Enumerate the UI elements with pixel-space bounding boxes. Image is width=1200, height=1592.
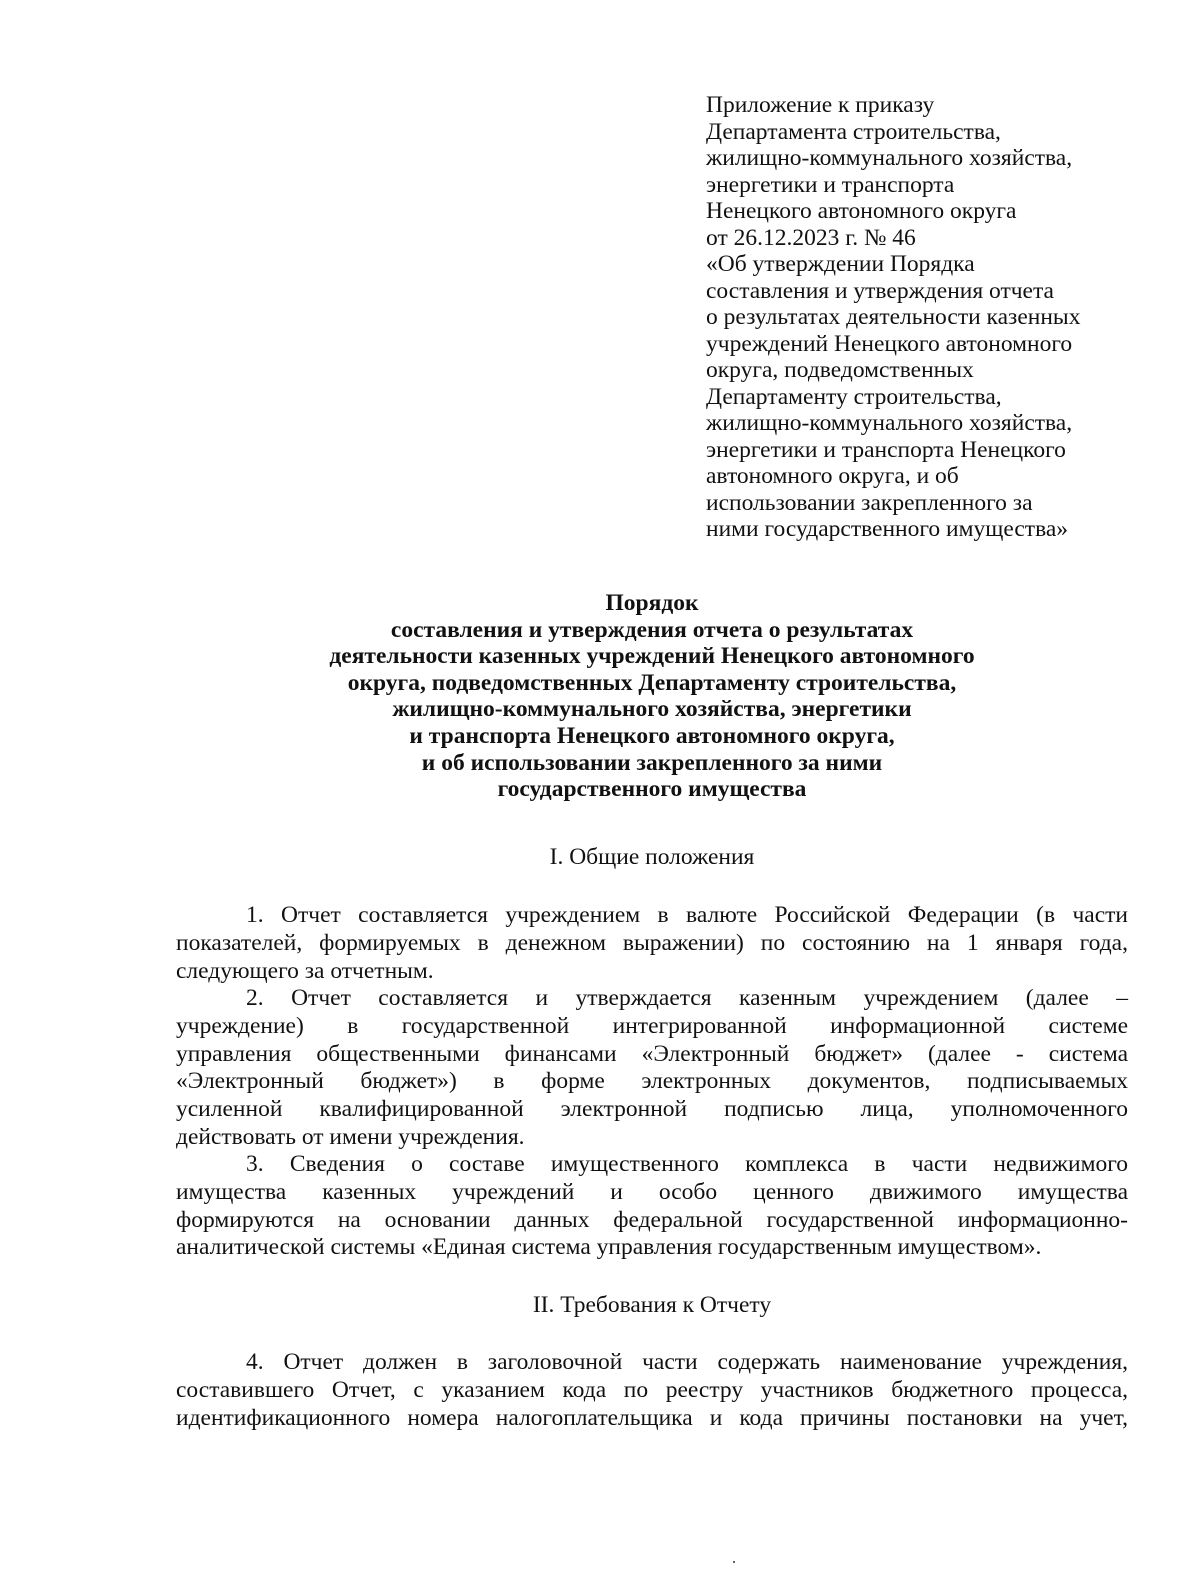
annex-line: Приложение к приказу — [706, 92, 935, 118]
annex-line: Департаменту строительства, — [706, 383, 1002, 410]
annex-line: «Об утверждении Порядка — [706, 251, 975, 277]
annex-line: жилищно-коммунального хозяйства, — [706, 145, 1073, 171]
paragraph-line: показателей, формируемых в денежном выражении) по состоянию на 1 января года, — [176, 929, 1128, 956]
paragraph-line: формируются на основании данных федеральной государственной информационно- — [176, 1206, 1128, 1233]
annex-line: автономного округа, и об — [706, 463, 959, 489]
annex-line: составления и утверждения отчета — [706, 277, 1054, 304]
paragraph-line: 2. Отчет составляется и утверждается казенным учреждением (далее – — [246, 985, 1128, 1011]
paragraph-line: усиленной квалифицированной электронной подписью лица, уполномоченного — [176, 1096, 1128, 1123]
paragraph-3 — [176, 1151, 1128, 1262]
annex-line: энергетики и транспорта Ненецкого — [706, 436, 1066, 463]
annex-line: Департамента строительства, — [706, 118, 1001, 145]
title-line: государственного имущества — [497, 776, 807, 803]
paragraph-line: 4. Отчет должен в заголовочной части содержать наименование учреждения, — [246, 1349, 1128, 1375]
annex-line: Ненецкого автономного округа — [706, 198, 1017, 224]
paragraph-line: аналитической системы «Единая система управления государственным имуществом». — [176, 1234, 1042, 1261]
annex-line: учреждений Ненецкого автономного — [706, 330, 1073, 357]
paragraph-4 — [176, 1349, 1128, 1432]
paragraph-line: имущества казенных учреждений и особо ценного движимого имущества — [176, 1178, 1128, 1205]
title-line: округа, подведомственных Департаменту строительства, — [347, 669, 957, 696]
annex-line: жилищно-коммунального хозяйства, — [706, 410, 1073, 436]
paragraph-line: 3. Сведения о составе имущественного комплекса в части недвижимого — [246, 1151, 1128, 1177]
annex-line: ними государственного имущества» — [706, 516, 1069, 542]
section-heading-general: I. Общие положения — [549, 844, 755, 870]
annex-line: округа, подведомственных — [706, 357, 974, 383]
paragraph-line: составившего Отчет, с указанием кода по реестру участников бюджетного процесса, — [176, 1376, 1128, 1403]
document-title — [176, 590, 1128, 803]
paragraph-line: управления общественными финансами «Электронный бюджет» (далее - система — [176, 1040, 1128, 1067]
title-line: составления и утверждения отчета о результатах — [390, 616, 914, 643]
paragraph-line: действовать от имени учреждения. — [176, 1123, 525, 1150]
title-line: Порядок — [605, 590, 699, 616]
paragraph-line: следующего за отчетным. — [176, 957, 434, 984]
paragraph-2 — [176, 985, 1128, 1152]
title-line: деятельности казенных учреждений Ненецкого автономного — [329, 643, 975, 670]
paragraph-line: идентификационного номера налогоплательщика и кода причины постановки на учет, — [176, 1404, 1128, 1431]
scan-speck — [733, 1561, 735, 1563]
annex-line: о результатах деятельности казенных — [706, 304, 1081, 330]
paragraph-line: «Электронный бюджет») в форме электронных документов, подписываемых — [176, 1068, 1128, 1095]
annex-line: использовании закрепленного за — [706, 489, 1033, 516]
title-line: жилищно-коммунального хозяйства, энергетики — [392, 696, 912, 723]
section-heading-requirements: II. Требования к Отчету — [532, 1292, 772, 1318]
annex-line: энергетики и транспорта — [706, 171, 955, 198]
paragraph-line: учреждение) в государственной интегрированной информационной системе — [176, 1012, 1128, 1039]
title-line: и транспорта Ненецкого автономного округа, — [409, 722, 895, 749]
paragraph-line: 1. Отчет составляется учреждением в валюте Российской Федерации (в части — [246, 902, 1128, 928]
paragraph-1 — [176, 902, 1128, 985]
annex-line: от 26.12.2023 г. № 46 — [706, 224, 916, 251]
title-line: и об использовании закрепленного за ними — [421, 749, 883, 776]
annex-block — [706, 92, 1146, 543]
